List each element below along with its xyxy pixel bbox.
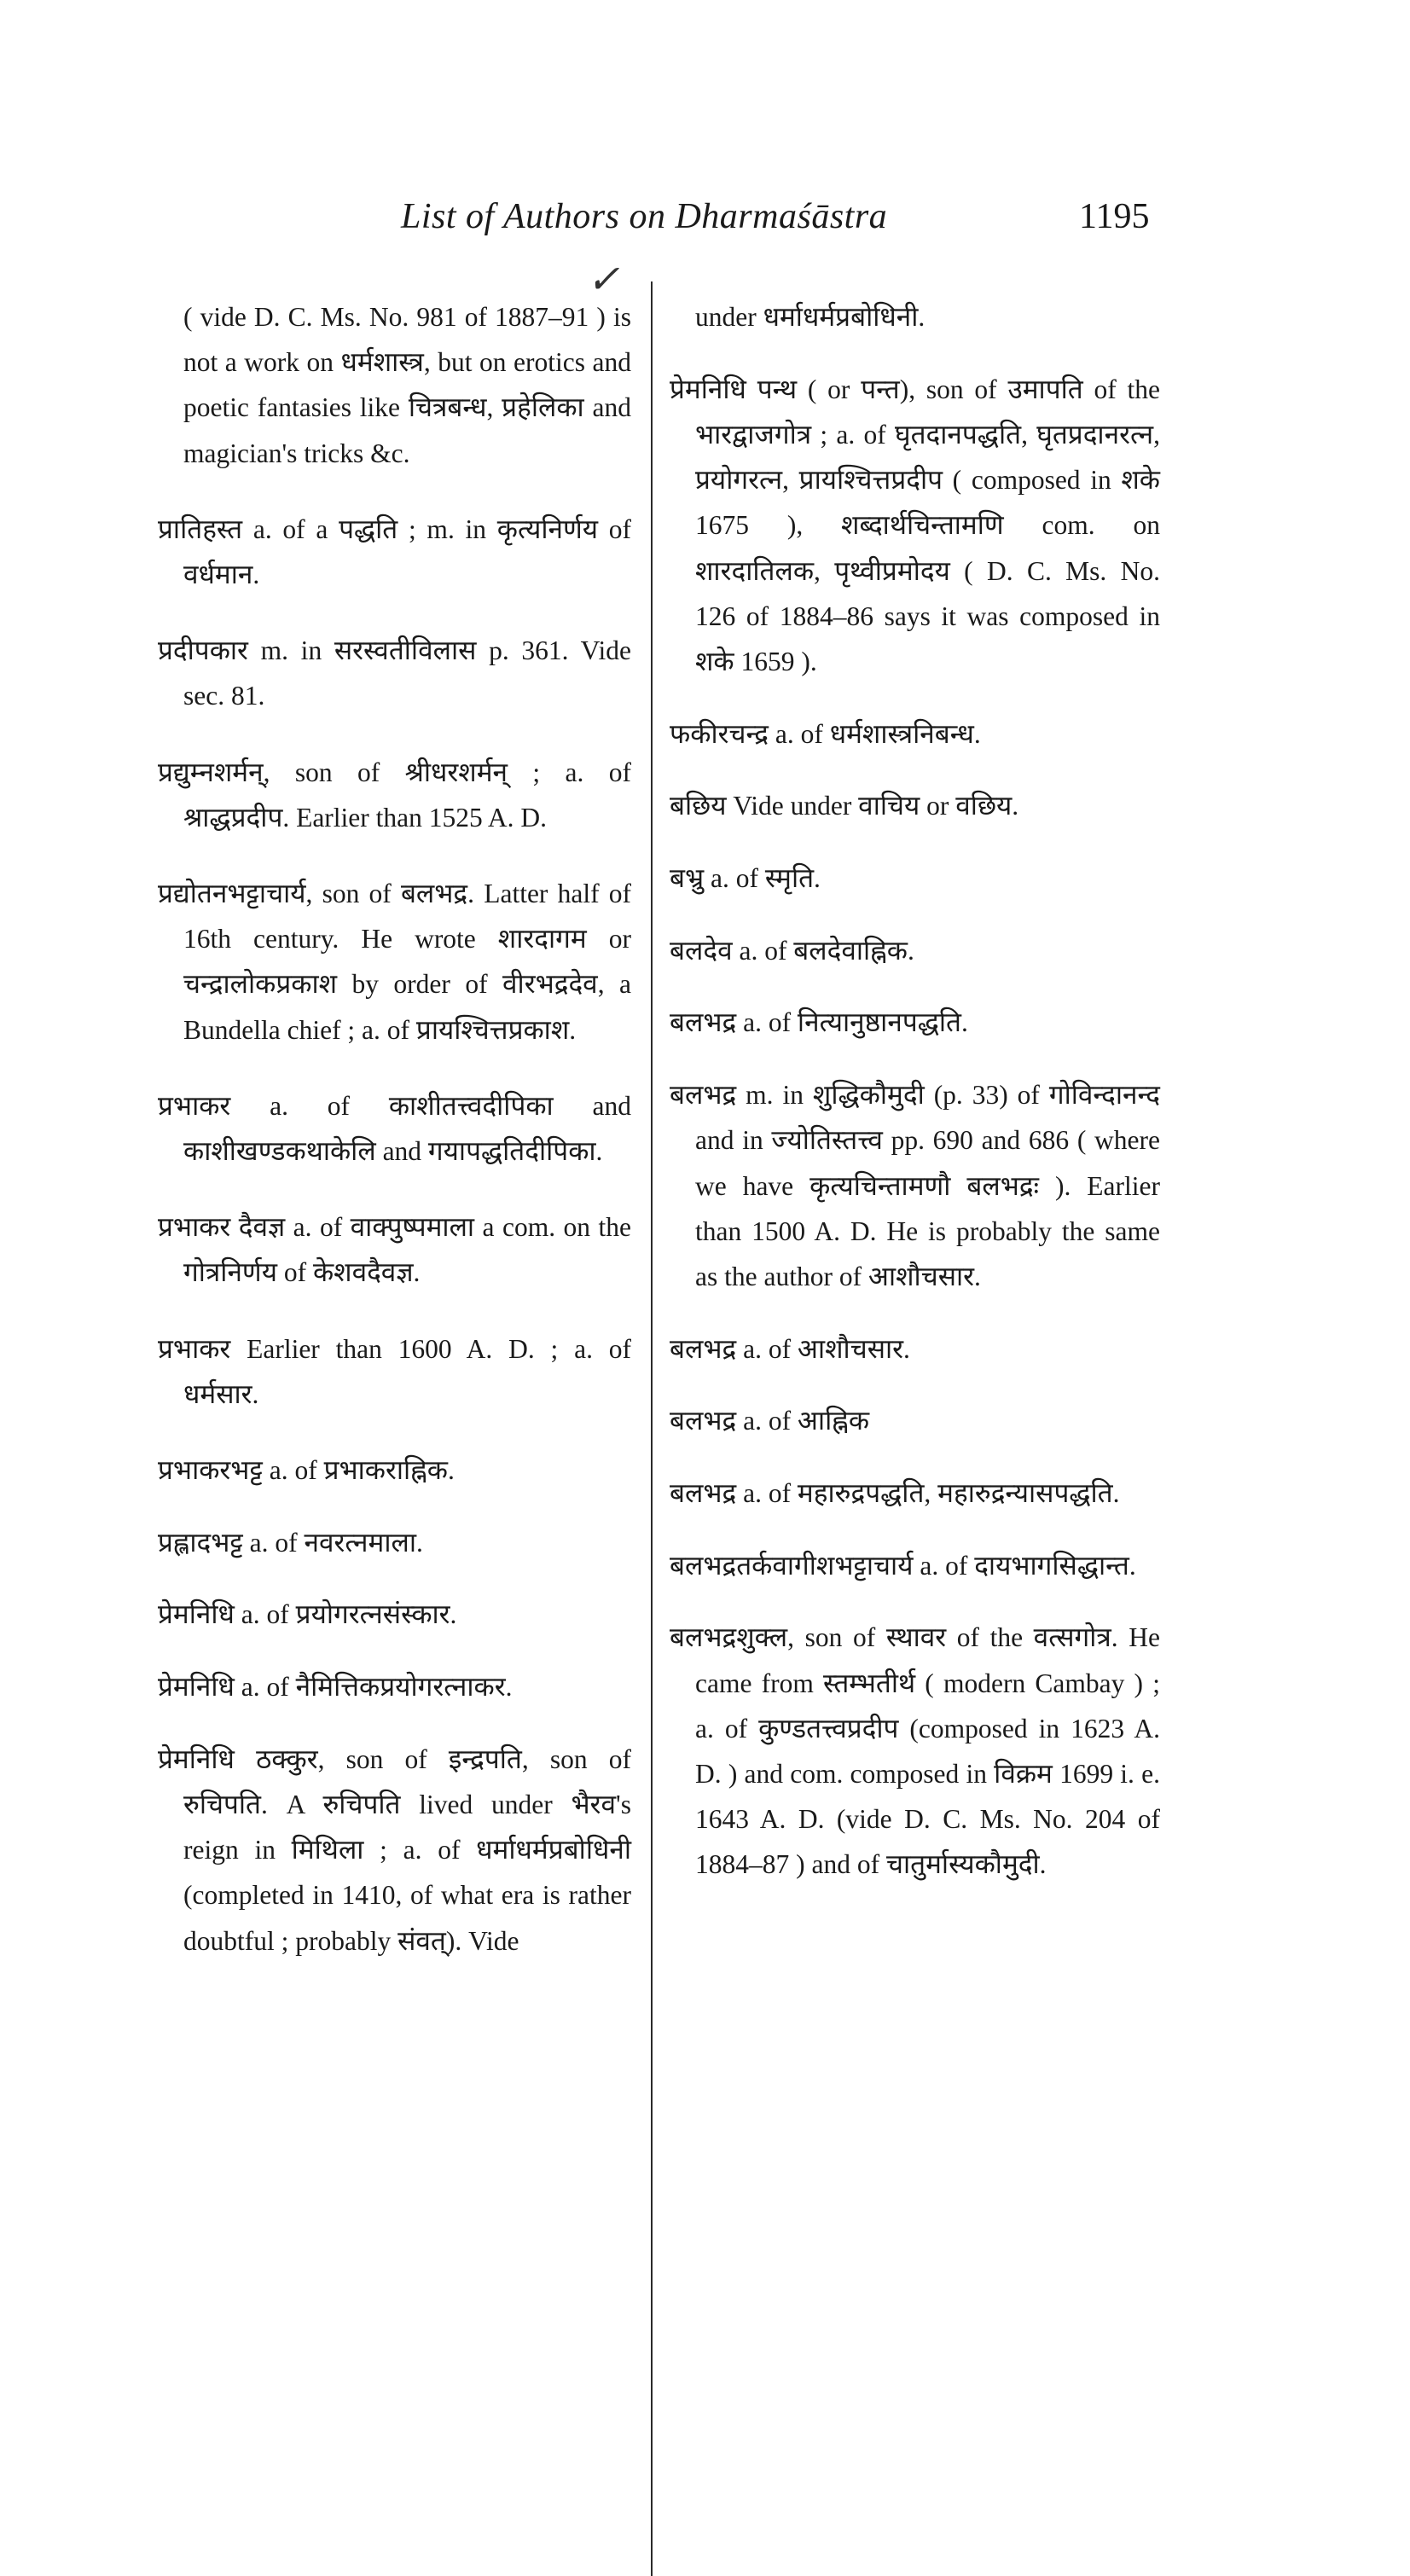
author-entry: प्रभाकर Earlier than 1600 A. D. ; a. of धर्मसार. (158, 1333, 631, 1409)
entry-continuation: under धर्माधर्मप्रबोधिनी. (695, 302, 925, 332)
author-entry: बभ्रु a. of स्मृति. (670, 863, 821, 894)
author-entry: प्रभाकर a. of काशीतत्त्वदीपिका and काशीखण्डकथाकेलि and गयापद्धतिदीपिका. (158, 1090, 631, 1167)
author-entry: प्रह्लादभट्ट a. of नवरत्नमाला. (158, 1527, 423, 1558)
author-entry: प्रातिहस्त a. of a पद्धति ; m. in कृत्यनिर्णय of वर्धमान. (158, 513, 631, 590)
entry-continuation: ( vide D. C. Ms. No. 981 of 1887–91 ) is not a work on धर्मशास्त्र, but on erotics and poetic fantasies like चित्रबन्ध, प्रहेलिका and magician's tricks &c. (183, 302, 631, 468)
author-entry: प्रेमनिधि a. of प्रयोगरत्नसंस्कार. (158, 1599, 457, 1630)
author-entry: प्रभाकरभट्ट a. of प्रभाकराह्निक. (158, 1455, 455, 1486)
author-entry: प्रदीपकार m. in सरस्वतीविलास p. 361. Vide sec. 81. (158, 635, 631, 711)
right-column (670, 294, 1160, 1906)
author-entry: बलभद्र a. of आशौचसार. (670, 1333, 910, 1364)
author-entry: प्रेमनिधि ठक्कुर, son of इन्द्रपति, son of रुचिपति. A रुचिपति lived under भैरव's reign in मिथिला ; a. of धर्माधर्मप्रबोधिनी (completed in 1410, of what era is rather doubtful ; probably संवत्). Vide (158, 1743, 631, 1956)
author-entry: प्रद्योतनभट्टाचार्य, son of बलभद्र. Latter half of 16th century. He wrote शारदागम or चन्द्रालोकप्रकाश by order of वीरभद्रदेव, a Bundella chief ; a. of प्रायश्चित्तप्रकाश. (158, 879, 631, 1045)
column-divider (651, 281, 653, 2576)
author-entry: बलदेव a. of बलदेवाह्निक. (670, 935, 914, 966)
author-entry: बलभद्र a. of नित्यानुष्ठानपद्धति. (670, 1007, 968, 1038)
author-entry: बलभद्र a. of आह्निक (670, 1406, 870, 1436)
margin-check-mark: ✓ (587, 258, 620, 301)
author-entry: फकीरचन्द्र a. of धर्मशास्त्रनिबन्ध. (670, 718, 981, 749)
author-entry: प्रद्युम्नशर्मन्, son of श्रीधरशर्मन् ; a. of श्राद्धप्रदीप. Earlier than 1525 A. D. (158, 757, 631, 833)
left-column (158, 294, 631, 1994)
author-entry: बलभद्र a. of महारुद्रपद्धति, महारुद्रन्यासपद्धति. (670, 1478, 1120, 1509)
author-entry: बलभद्र m. in शुद्धिकौमुदी (p. 33) of गोविन्दानन्द and in ज्योतिस्तत्त्व pp. 690 and 686 ( where we have कृत्यचिन्तामणौ बलभद्रः ). Earlier than 1500 A. D. He is probably the same as the author of आशौचसार. (670, 1080, 1160, 1291)
author-entry: बछिय Vide under वाचिय or वछिय. (670, 791, 1019, 821)
running-title: List of Authors on Dharmaśāstra (401, 197, 888, 236)
author-entry: बलभद्रतर्कवागीशभट्टाचार्य a. of दायभागसिद्धान्त. (670, 1550, 1136, 1581)
author-entry: प्रेमनिधि a. of नैमित्तिकप्रयोगरत्नाकर. (158, 1672, 513, 1703)
page-number: 1195 (1079, 197, 1150, 236)
author-entry: प्रभाकर दैवज्ञ a. of वाक्पुष्पमाला a com. on the गोत्रनिर्णय of केशवदैवज्ञ. (158, 1212, 631, 1288)
author-entry: बलभद्रशुक्ल, son of स्थावर of the वत्सगोत्र. He came from स्तम्भतीर्थ ( modern Cambay ) ; a. of कुण्डतत्त्वप्रदीप (composed in 1623 A. D. ) and com. composed in विक्रम 1699 i. e. 1643 A. D. (vide D. C. Ms. No. 204 of 1884–87 ) and of चातुर्मास्यकौमुदी. (670, 1622, 1160, 1880)
author-entry: प्रेमनिधि पन्थ ( or पन्त), son of उमापति of the भारद्वाजगोत्र ; a. of घृतदानपद्धति, घृतप्रदानरत्न, प्रयोगरत्न, प्रायश्चित्तप्रदीप ( composed in शके 1675 ), शब्दार्थचिन्तामणि com. on शारदातिलक, पृथ्वीप्रमोदय ( D. C. Ms. No. 126 of 1884–86 says it was composed in शके 1659 ). (670, 374, 1160, 676)
